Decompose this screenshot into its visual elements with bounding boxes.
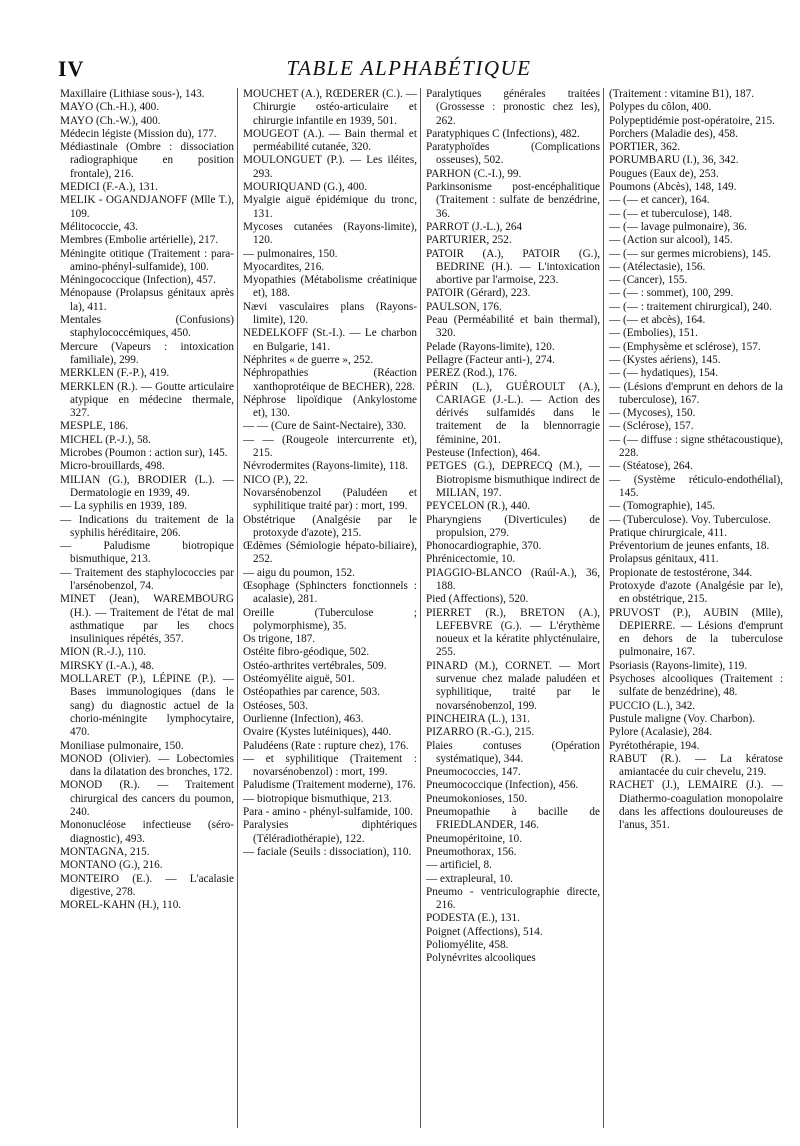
index-entry: Mycoses cutanées (Rayons-limite), 120. bbox=[243, 220, 417, 247]
index-entry: — (Kystes aériens), 145. bbox=[609, 353, 721, 366]
index-entry: MION (R.-J.), 110. bbox=[60, 646, 146, 659]
index-entry: Névrodermites (Rayons-limite), 118. bbox=[243, 460, 408, 473]
index-entry: — (— lavage pulmonaire), 36. bbox=[609, 220, 747, 233]
index-entry: MONTEIRO (E.). — L'acalasie digestive, 278. bbox=[60, 872, 234, 898]
index-entry: — (Système réticulo-endothélial), 145. bbox=[609, 473, 783, 499]
index-entry: Peau (Perméabilité et bain thermal), 320. bbox=[426, 314, 600, 340]
index-entry: — (Cancer), 155. bbox=[609, 274, 688, 287]
index-entry: — (Atélectasie), 156. bbox=[609, 260, 706, 273]
index-entry: Pneumococcique (Infection), 456. bbox=[426, 779, 579, 792]
index-entry: MAYO (Ch.-H.), 400. bbox=[60, 101, 160, 114]
index-entry: Obstétrique (Analgésie par le protoxyde d'azote), 215. bbox=[243, 513, 417, 539]
page-number: IV bbox=[58, 56, 85, 81]
index-entry: Myopathies (Métabolisme créatinique et), 188. bbox=[243, 274, 417, 300]
index-entry: — (Sclérose), 157. bbox=[609, 420, 694, 433]
index-entry: Pneumopéritoine, 10. bbox=[426, 832, 523, 845]
index-entry: — (— diffuse : signe sthétacoustique), 228. bbox=[609, 433, 783, 460]
index-entry: Ostéomyélite aiguë, 501. bbox=[243, 673, 355, 686]
index-entry: Nævi vasculaires plans (Rayons-limite), 120. bbox=[243, 300, 417, 327]
index-column-2 bbox=[243, 88, 421, 1128]
index-entry: PRUVOST (P.), AUBIN (Mlle), DEPIERRE. — Lésions d'emprunt en dehors de la tuberculose pulmonaire, 167. bbox=[609, 606, 783, 659]
index-entry: MIRSKY (I.-A.), 48. bbox=[60, 659, 155, 672]
index-entry: Paralytiques générales traitées (Grossesse : pronostic chez les), 262. bbox=[426, 88, 600, 127]
index-entry: — (Action sur alcool), 145. bbox=[609, 234, 733, 247]
index-entry: Para - amino - phényl-sulfamide, 100. bbox=[243, 806, 413, 819]
index-entry: Oreille (Tuberculose ; polymorphisme), 35. bbox=[243, 606, 417, 632]
index-entry: Paratyphiques C (Infections), 482. bbox=[426, 127, 580, 140]
index-entry: — pulmonaires, 150. bbox=[243, 247, 338, 260]
index-entry: — aigu du poumon, 152. bbox=[243, 566, 355, 579]
index-entry: PUCCIO (L.), 342. bbox=[609, 699, 696, 712]
index-entry: — (— et abcès), 164. bbox=[609, 314, 706, 327]
index-entry: — (Lésions d'emprunt en dehors de la tuberculose), 167. bbox=[609, 380, 783, 406]
index-entry: — (— sur germes microbiens), 145. bbox=[609, 247, 771, 260]
page-title: TABLE ALPHABÉTIQUE bbox=[286, 56, 532, 80]
index-entry: — (Emphysème et sclérose), 157. bbox=[609, 340, 761, 353]
index-entry: Novarsénobenzol (Paludéen et syphilitique traité par) : mort, 199. bbox=[243, 486, 417, 513]
index-entry: MILIAN (G.), BRODIER (L.). — Dermatologie en 1939, 49. bbox=[60, 473, 234, 499]
index-entry: MONTANO (G.), 216. bbox=[60, 859, 163, 872]
index-entry: Pneumokonioses, 150. bbox=[426, 792, 527, 805]
index-entry: — La syphilis en 1939, 189. bbox=[60, 500, 188, 513]
index-entry: — biotropique bismuthique, 213. bbox=[243, 792, 392, 805]
index-entry: Médiastinale (Ombre : dissociation radiographique en position frontale), 216. bbox=[60, 141, 234, 180]
index-entry: Paratyphoïdes (Complications osseuses), 502. bbox=[426, 141, 600, 167]
index-entry: MONTAGNA, 215. bbox=[60, 845, 150, 858]
index-entry: — Paludisme biotropique bismuthique, 213. bbox=[60, 540, 234, 566]
index-entry: PINARD (M.), CORNET. — Mort survenue chez malade paludéen et syphilitique, traité par le novarsénobenzol, 199. bbox=[426, 659, 600, 712]
index-entry: NICO (P.), 22. bbox=[243, 473, 308, 486]
index-entry: PORTIER, 362. bbox=[609, 141, 681, 154]
index-entry: PÉRIN (L.), GUÉROULT (A.), CARIAGE (J.-L.). — Action des dérivés sulfamidés dans le traitement de la blennorragie féminine, 201. bbox=[426, 380, 600, 446]
index-entry: Mononucléose infectieuse (séro-diagnostic), 493. bbox=[60, 819, 234, 845]
index-entry: Ovaire (Kystes lutéiniques), 440. bbox=[243, 726, 392, 739]
index-entry: — (— et cancer), 164. bbox=[609, 194, 710, 207]
index-entry: Médecin légiste (Mission du), 177. bbox=[60, 127, 217, 140]
index-entry: MOLLARET (P.), LÉPINE (P.). — Bases immunologiques (dans le sang) du diagnostic actuel de la chorio-méningite lymphocytaire, 470. bbox=[60, 673, 234, 739]
index-entry: Pesteuse (Infection), 464. bbox=[426, 447, 541, 460]
index-entry: PAULSON, 176. bbox=[426, 300, 502, 313]
index-entry: PATOIR (Gérard), 223. bbox=[426, 287, 531, 300]
index-entry: Pneumo - ventriculographie directe, 216. bbox=[426, 885, 600, 912]
index-entry: Pneumopathie à bacille de FRIEDLANDER, 146. bbox=[426, 806, 600, 832]
index-entry: Micro-brouillards, 498. bbox=[60, 460, 165, 473]
index-entry: — (Mycoses), 150. bbox=[609, 407, 696, 420]
index-entry: MOUGEOT (A.). — Bain thermal et perméabilité cutanée, 320. bbox=[243, 127, 417, 154]
index-entry: Maxillaire (Lithiase sous-), 143. bbox=[60, 88, 205, 100]
index-entry: Paralysies diphtériques (Téléradiothérapie), 122. bbox=[243, 819, 417, 845]
index-entry: Pylore (Acalasie), 284. bbox=[609, 726, 713, 739]
index-entry: Polypes du côlon, 400. bbox=[609, 101, 712, 114]
index-entry: Méningococcique (Infection), 457. bbox=[60, 274, 216, 287]
index-entry: (Traitement : vitamine B1), 187. bbox=[609, 88, 755, 100]
index-entry: — (Tomographie), 145. bbox=[609, 500, 716, 513]
index-entry: PIERRET (R.), BRETON (A.), LEFEBVRE (G.). — L'érythème noueux et la kératite phlycténulaire, 255. bbox=[426, 606, 600, 659]
index-entry: Phonocardiographie, 370. bbox=[426, 540, 542, 553]
index-entry: Ourlienne (Infection), 463. bbox=[243, 712, 364, 725]
index-entry: Os trigone, 187. bbox=[243, 633, 316, 646]
index-entry: MONOD (R.). — Traitement chirurgical des cancers du poumon, 240. bbox=[60, 779, 234, 819]
index-entry: Œdèmes (Sémiologie hépato-biliaire), 252. bbox=[243, 540, 417, 566]
index-entry: Pied (Affections), 520. bbox=[426, 593, 529, 606]
index-entry: Pustule maligne (Voy. Charbon). bbox=[609, 712, 756, 725]
index-entry: — (Stéatose), 264. bbox=[609, 460, 693, 473]
index-entry: — Indications du traitement de la syphilis héréditaire, 206. bbox=[60, 513, 234, 539]
index-entry: Ménopause (Prolapsus génitaux après la), 411. bbox=[60, 287, 234, 313]
index-entry: Néphrites « de guerre », 252. bbox=[243, 353, 374, 366]
index-entry: — faciale (Seuils : dissociation), 110. bbox=[243, 845, 412, 858]
index-entry: Préventorium de jeunes enfants, 18. bbox=[609, 540, 770, 553]
index-entry: PEREZ (Rod.), 176. bbox=[426, 367, 518, 380]
page-header bbox=[58, 56, 760, 84]
index-entry: Ostéoses, 503. bbox=[243, 699, 308, 712]
index-entry: Pneumothorax, 156. bbox=[426, 845, 517, 858]
index-entry: Pyrétothérapie, 194. bbox=[609, 739, 700, 752]
index-entry: Pratique chirurgicale, 411. bbox=[609, 526, 728, 539]
index-entry: Psoriasis (Rayons-limite), 119. bbox=[609, 659, 748, 672]
index-entry: MINET (Jean), WAREMBOURG (H.). — Traitement de l'état de mal asthmatique par les chocs insuliniques répétés, 357. bbox=[60, 593, 234, 646]
index-entry: — extrapleural, 10. bbox=[426, 872, 513, 885]
index-entry: RABUT (R.). — La kératose amiantacée du cuir chevelu, 219. bbox=[609, 752, 783, 779]
index-entry: NEDELKOFF (St.-I.). — Le charbon en Bulgarie, 141. bbox=[243, 327, 417, 353]
index-entry: Poliomyélite, 458. bbox=[426, 939, 509, 951]
index-entry: — — (Rougeole intercurrente et), 215. bbox=[243, 433, 417, 460]
index-entry: Néphropathies (Réaction xanthoprotéique de BECHER), 228. bbox=[243, 367, 417, 393]
index-entry: Pharyngiens (Diverticules) de propulsion, 279. bbox=[426, 513, 600, 539]
index-entry: PARHON (C.-I.), 99. bbox=[426, 167, 522, 180]
index-entry: — (— hydatiques), 154. bbox=[609, 367, 719, 380]
index-entry: MAYO (Ch.-W.), 400. bbox=[60, 114, 161, 127]
index-entry: MOURIQUAND (G.), 400. bbox=[243, 181, 367, 194]
index-entry: RACHET (J.), LEMAIRE (J.). — Diathermo-coagulation monopolaire dans les affections douloureuses de l'anus, 351. bbox=[609, 779, 783, 832]
index-columns bbox=[60, 88, 786, 1128]
index-entry: Myocardites, 216. bbox=[243, 260, 325, 273]
index-entry: Mentales (Confusions) staphylococcémiques, 450. bbox=[60, 314, 234, 340]
index-entry: PETGES (G.), DEPRECQ (M.), — Biotropisme bismuthique indirect de MILIAN, 197. bbox=[426, 460, 600, 499]
index-entry: Poignet (Affections), 514. bbox=[426, 925, 543, 938]
index-entry: MICHEL (P.-J.), 58. bbox=[60, 433, 151, 446]
index-entry: Pougues (Eaux de), 253. bbox=[609, 167, 719, 180]
index-entry: — Traitement des staphylococcies par l'arsénobenzol, 74. bbox=[60, 566, 234, 592]
index-entry: Ostéite fibro-géodique, 502. bbox=[243, 646, 370, 659]
index-entry: PIAGGIO-BLANCO (Raúl-A.), 36, 188. bbox=[426, 566, 600, 592]
index-entry: Polypeptidémie post-opératoire, 215. bbox=[609, 114, 775, 127]
index-entry: Porchers (Maladie des), 458. bbox=[609, 127, 738, 140]
index-entry: Méningite otitique (Traitement : para-amino-phényl-sulfamide), 100. bbox=[60, 247, 234, 273]
index-entry: Plaies contuses (Opération systématique), 344. bbox=[426, 739, 600, 765]
index-entry: Parkinsonisme post-encéphalitique (Traitement : sulfate de benzédrine, 36. bbox=[426, 181, 600, 220]
index-entry: Paludisme (Traitement moderne), 176. bbox=[243, 779, 416, 792]
index-entry: Pellagre (Facteur anti-), 274. bbox=[426, 353, 555, 366]
index-entry: — et syphilitique (Traitement : novarsénobenzol) : mort, 199. bbox=[243, 752, 417, 779]
index-entry: MESPLE, 186. bbox=[60, 420, 129, 433]
index-column-3 bbox=[426, 88, 604, 1128]
index-entry: Pelade (Rayons-limite), 120. bbox=[426, 340, 555, 353]
index-entry: Microbes (Poumon : action sur), 145. bbox=[60, 447, 228, 460]
index-entry: Myalgie aiguë épidémique du tronc, 131. bbox=[243, 194, 417, 220]
index-entry: MOUCHET (A.), RŒDERER (C.). — Chirurgie ostéo-articulaire et chirurgie infantile en 1939, 501. bbox=[243, 88, 417, 127]
index-entry: Néphrose lipoïdique (Ankylostome et), 130. bbox=[243, 393, 417, 420]
index-entry: Moniliase pulmonaire, 150. bbox=[60, 739, 184, 752]
index-entry: PEYCELON (R.), 440. bbox=[426, 500, 531, 513]
index-entry: MERKLEN (F.-P.), 419. bbox=[60, 367, 170, 380]
index-entry: Membres (Embolie artérielle), 217. bbox=[60, 234, 219, 247]
index-entry: PIZARRO (R.-G.), 215. bbox=[426, 726, 535, 739]
index-entry: Phrénicectomie, 10. bbox=[426, 553, 516, 566]
index-entry: Paludéens (Rate : rupture chez), 176. bbox=[243, 739, 409, 752]
index-entry: — (— : sommet), 100, 299. bbox=[609, 287, 734, 300]
index-column-1 bbox=[60, 88, 238, 1128]
index-entry: Œsophage (Sphincters fonctionnels : acalasie), 281. bbox=[243, 579, 417, 606]
index-entry: Polynévrites alcooliques bbox=[426, 952, 536, 965]
index-entry: Psychoses alcooliques (Traitement : sulfate de benzédrine), 48. bbox=[609, 673, 783, 699]
index-entry: — (— et tuberculose), 148. bbox=[609, 207, 733, 220]
index-entry: Poumons (Abcès), 148, 149. bbox=[609, 181, 737, 194]
index-entry: Pneumococcies, 147. bbox=[426, 766, 521, 779]
index-entry: MOREL-KAHN (H.), 110. bbox=[60, 899, 182, 912]
index-entry: Propionate de testostérone, 344. bbox=[609, 566, 753, 579]
index-entry: MELIK - OGANDJANOFF (Mlle T.), 109. bbox=[60, 194, 234, 220]
index-entry: — (Tuberculose). Voy. Tuberculose. bbox=[609, 513, 771, 526]
index-entry: PODESTA (E.), 131. bbox=[426, 912, 520, 925]
index-entry: Ostéopathies par carence, 503. bbox=[243, 686, 380, 699]
index-entry: — — (Cure de Saint-Nectaire), 330. bbox=[243, 420, 407, 433]
index-entry: PATOIR (A.), PATOIR (G.), BEDRINE (H.). — L'intoxication abortive par l'armoise, 223. bbox=[426, 247, 600, 287]
index-entry: MEDICI (F.-A.), 131. bbox=[60, 181, 158, 194]
index-entry: PARROT (J.-L.), 264 bbox=[426, 220, 523, 233]
index-entry: MOULONGUET (P.). — Les iléites, 293. bbox=[243, 154, 417, 180]
index-entry: PARTURIER, 252. bbox=[426, 234, 512, 247]
index-entry: Mercure (Vapeurs : intoxication familiale), 299. bbox=[60, 340, 234, 366]
index-entry: Ostéo-arthrites vertébrales, 509. bbox=[243, 659, 387, 672]
index-entry: — (Embolies), 151. bbox=[609, 327, 698, 340]
index-entry: Mélitococcie, 43. bbox=[60, 220, 138, 233]
index-entry: — artificiel, 8. bbox=[426, 859, 492, 872]
index-entry: Prolapsus génitaux, 411. bbox=[609, 553, 719, 566]
index-entry: PORUMBARU (I.), 36, 342. bbox=[609, 154, 739, 167]
index-entry: MERKLEN (R.). — Goutte articulaire atypique en médecine thermale, 327. bbox=[60, 380, 234, 420]
index-entry: Protoxyde d'azote (Analgésie par le), en obstétrique, 215. bbox=[609, 579, 783, 606]
index-entry: — (— : traitement chirurgical), 240. bbox=[609, 300, 772, 313]
index-column-4 bbox=[609, 88, 786, 1128]
index-entry: MONOD (Olivier). — Lobectomies dans la dilatation des bronches, 172. bbox=[60, 752, 234, 779]
index-entry: PINCHEIRA (L.), 131. bbox=[426, 712, 531, 725]
